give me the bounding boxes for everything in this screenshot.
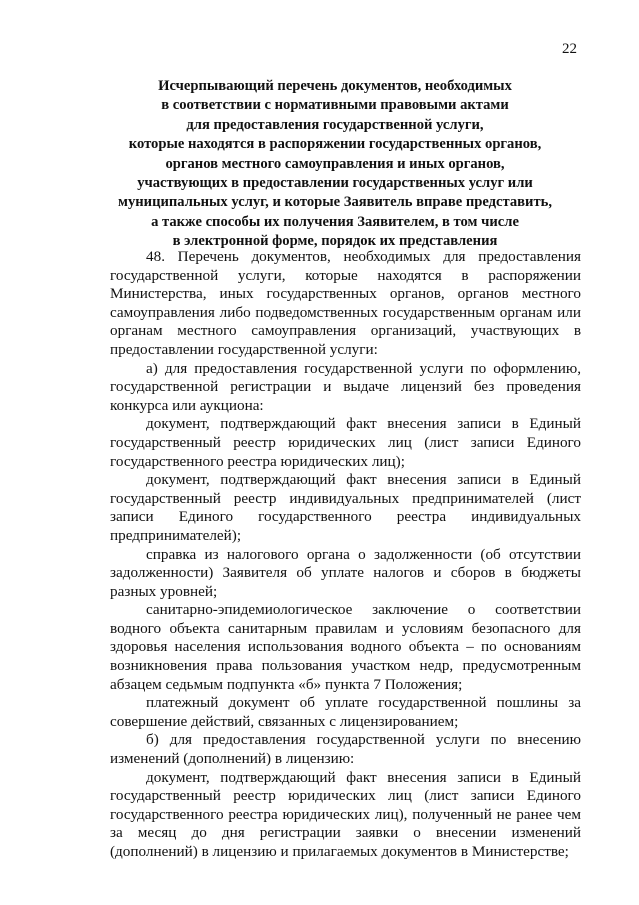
paragraph: документ, подтверждающий факт внесения записи в Единый государственный реестр юридических лиц (лист записи Единого государственного реестра юридических лиц);	[110, 415, 581, 470]
heading-line: муниципальных услуг, и которые Заявитель вправе представить,	[118, 194, 552, 211]
page-number: 22	[562, 41, 577, 57]
paragraph-item-b: б) для предоставления государственной услуги по внесению изменений (дополнений) в лицензию:	[110, 731, 581, 768]
paragraph-48: 48. Перечень документов, необходимых для предоставления государственной услуги, которые находятся в распоряжении Министерства, иных государственных органов, органов местного самоуправления либо подведомственных государственным органам или органам местного самоуправления организаций, участвующих в предоставлении государственной услуги:	[110, 248, 581, 358]
paragraph: справка из налогового органа о задолженности (об отсутствии задолженности) Заявителя об уплате налогов и сборов в бюджеты разных уровней;	[110, 545, 581, 600]
heading-line: а также способы их получения Заявителем, в том числе	[151, 213, 519, 230]
heading-line: которые находятся в распоряжении государственных органов,	[128, 136, 542, 153]
paragraph: санитарно-эпидемиологическое заключение о соответствии водного объекта санитарным правилам и условиям безопасного для здоровья населения использования водного объекта – по основаниям возникновения права пользования участком недр, предусмотренным абзацем седьмым подпункта «б» пункта 7 Положения;	[110, 601, 581, 693]
section-heading	[100, 77, 570, 252]
paragraph: документ, подтверждающий факт внесения записи в Единый государственный реестр юридических лиц (лист записи Единого государственного реестра юридических лиц), полученный не ранее чем за месяц до дня регистрации заявки о внесении изменений (дополнений) в лицензию и прилагаемых документов в Министерстве;	[110, 768, 581, 860]
paragraph: платежный документ об уплате государственной пошлины за совершение действий, связанных с лицензированием;	[110, 694, 581, 730]
heading-line: в электронной форме, порядок их представления	[172, 233, 498, 250]
heading-line: Исчерпывающий перечень документов, необходимых	[158, 78, 512, 94]
heading-line: в соответствии с нормативными правовыми актами	[161, 97, 509, 114]
heading-line: для предоставления государственной услуги,	[186, 116, 484, 133]
paragraph-item-a: а) для предоставления государственной услуги по оформлению, государственной регистрации и выдаче лицензий без проведения конкурса или аукциона:	[110, 359, 581, 414]
document-body	[110, 248, 581, 862]
heading-line: органов местного самоуправления и иных органов,	[165, 155, 505, 172]
heading-line: участвующих в предоставлении государственных услуг или	[137, 175, 533, 192]
paragraph: документ, подтверждающий факт внесения записи в Единый государственный реестр индивидуальных предпринимателей (лист записи Единого государственного реестра индивидуальных предпринимателей);	[110, 471, 581, 544]
